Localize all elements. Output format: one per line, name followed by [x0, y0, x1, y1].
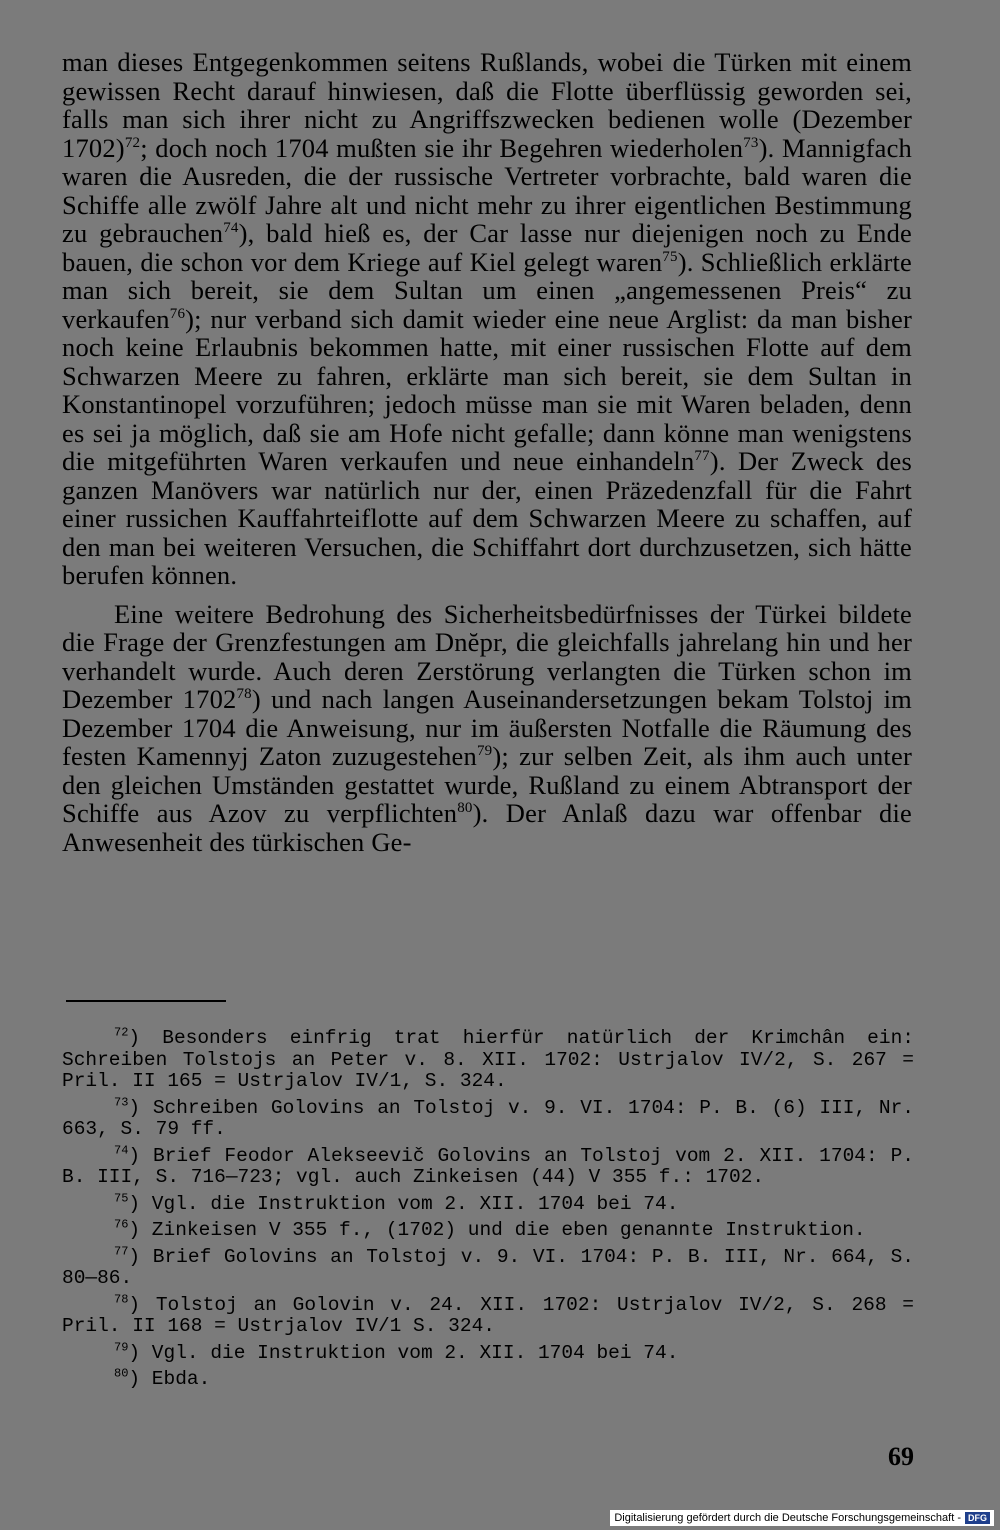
- footnote-number: 79: [114, 1340, 129, 1354]
- text-run: man dieses Entgegenkommen seitens Rußlands, wobei die Türken mit einem gewissen Recht darauf hinwiesen, daß die Flotte überflüssig geworden sei, falls man sich ihrer nicht zu Angriffszwecken bedienen wolle (Dezember 1702): [62, 47, 912, 163]
- footnote-text: ) Schreiben Golovins an Tolstoj v. 9. VI. 1704: P. B. (6) III, Nr. 663, S. 79 ff.: [62, 1096, 914, 1140]
- footnote-number: 72: [114, 1025, 129, 1040]
- footnote: [62, 1095, 914, 1141]
- footnote-ref: 78: [236, 686, 252, 703]
- text-run: ). Schließlich erklärte man sich bereit, sie dem Sultan um einen „angemessenen Preis“ zu verkaufen: [62, 246, 912, 334]
- text-run: ); zur selben Zeit, als ihm auch unter den gleichen Umständen gestattet wurde, Rußland zu einem Abtransport der Schiffe aus Azov zu verpflichten: [62, 741, 912, 828]
- footnote-text: ) Ebda.: [128, 1368, 211, 1390]
- footnote-separator: [66, 1000, 226, 1002]
- footnote-ref: 72: [124, 134, 141, 151]
- footnote-text: ) Vgl. die Instruktion vom 2. XII. 1704 bei 74.: [128, 1341, 679, 1364]
- body-text: [62, 48, 912, 856]
- credit-text: Digitalisierung gefördert durch die Deutsche Forschungsgemeinschaft -: [614, 1512, 961, 1524]
- footnote: [62, 1025, 914, 1093]
- dfg-logo-icon: DFG: [965, 1512, 990, 1524]
- footnote-text: ) Zinkeisen V 355 f., (1702) und die eben genannte Instruktion.: [128, 1219, 866, 1241]
- paragraph: [62, 600, 912, 857]
- footnote-number: 73: [114, 1095, 129, 1109]
- footnote-text: ) Besonders einfrig trat hierfür natürlich der Krimchân ein: Schreiben Tolstojs an Peter v. 8. XII. 1702: Ustrjalov IV/2, S. 267 = Pril. II 165 = Ustrjalov IV/1, S. 324.: [62, 1027, 914, 1092]
- footnote-ref: 76: [169, 305, 186, 322]
- footnote-text: ) Tolstoj an Golovin v. 24. XII. 1702: Ustrjalov IV/2, S. 268 = Pril. II 168 = Ustrjalov IV/1 S. 324.: [62, 1293, 914, 1337]
- text-run: ) und nach langen Auseinandersetzungen bekam Tolstoj im Dezember 1704 die Anweisung, nur im äußersten Notfalle die Räumung des festen Kamennyj Zaton zuzugestehen: [62, 684, 912, 771]
- footnote-ref: 75: [662, 248, 678, 265]
- footnote-text: ) Vgl. die Instruktion vom 2. XII. 1704 bei 74.: [128, 1192, 679, 1215]
- footnote: [62, 1292, 914, 1338]
- footnote-ref: 73: [743, 134, 759, 151]
- text-run: ), bald hieß es, der Car lasse nur diejenigen noch zu Ende bauen, die schon vor dem Kriege auf Kiel gelegt waren: [62, 218, 912, 277]
- text-run: ; doch noch 1704 mußten sie ihr Begehren wiederholen: [140, 132, 744, 163]
- footnote-ref: 80: [457, 800, 473, 817]
- footnote: [62, 1143, 914, 1189]
- text-run: ); nur verband sich damit wieder eine neue Arglist: da man bisher noch keine Erlaubnis bekommen hatte, mit einer russischen Flotte auf dem Schwarzen Meere zu fahren, erklärte man sich bereit, sie dem Sultan in Konstantinopel vorzuführen; jedoch müsse man sie mit Waren beladen, denn es sei ja möglich, daß sie am Hofe nicht gefalle; dann könne man wenigstens die mitgeführten Waren verkaufen und neue einhandeln: [62, 303, 912, 476]
- text-run: ). Mannigfach waren die Ausreden, die der russische Vertreter vorbrachte, bald waren die Schiffe alle zwölf Jahre alt und nicht mehr zu ihrer eigentlichen Bestimmung zu gebrauchen: [62, 132, 912, 248]
- footnote-number: 77: [114, 1244, 129, 1258]
- footnotes: [62, 1025, 914, 1396]
- footnote-number: 74: [114, 1143, 129, 1157]
- footnote: [62, 1244, 914, 1290]
- footnote: [62, 1217, 914, 1242]
- footnote-text: ) Brief Golovins an Tolstoj v. 9. VI. 1704: P. B. III, Nr. 664, S. 80—86.: [62, 1245, 914, 1289]
- footnote-number: 78: [114, 1292, 129, 1306]
- text-run: Eine weitere Bedrohung des Sicherheitsbedürfnisses der Türkei bildete die Frage der Grenzfestungen am Dnĕpr, die gleichfalls jahrelang hin und her verhandelt wurde. Auch deren Zerstörung verlangten die Türken schon im Dezember 1702: [62, 598, 912, 714]
- footnote-ref: 74: [223, 220, 239, 237]
- footnote-number: 75: [114, 1191, 129, 1205]
- text-run: ). Der Anlaß dazu war offenbar die Anwesenheit des türkischen Ge-: [62, 798, 912, 857]
- text-run: ). Der Zweck des ganzen Manövers war natürlich nur der, einen Präzedenzfall für die Fahrt einer russichen Kauffahrteiflotte auf dem Schwarzen Meere zu schaffen, auf den man bei weiteren Versuchen, die Schiffahrt dort durchzusetzen, sich hätte berufen können.: [62, 446, 912, 590]
- footnote-text: ) Brief Feodor Alekseevič Golovins an Tolstoj vom 2. XII. 1704: P. B. III, S. 716—723; vgl. auch Zinkeisen (44) V 355 f.: 1702.: [62, 1144, 914, 1188]
- footnote-ref: 79: [476, 743, 493, 760]
- digitization-credit: [610, 1510, 994, 1526]
- footnote: [62, 1340, 914, 1365]
- footnote: [62, 1366, 914, 1391]
- footnote-number: 76: [114, 1217, 129, 1232]
- footnote: [62, 1191, 914, 1216]
- footnote-ref: 77: [694, 448, 710, 465]
- page-number: 69: [888, 1442, 914, 1471]
- paragraph: [62, 48, 912, 590]
- footnote-number: 80: [114, 1366, 129, 1381]
